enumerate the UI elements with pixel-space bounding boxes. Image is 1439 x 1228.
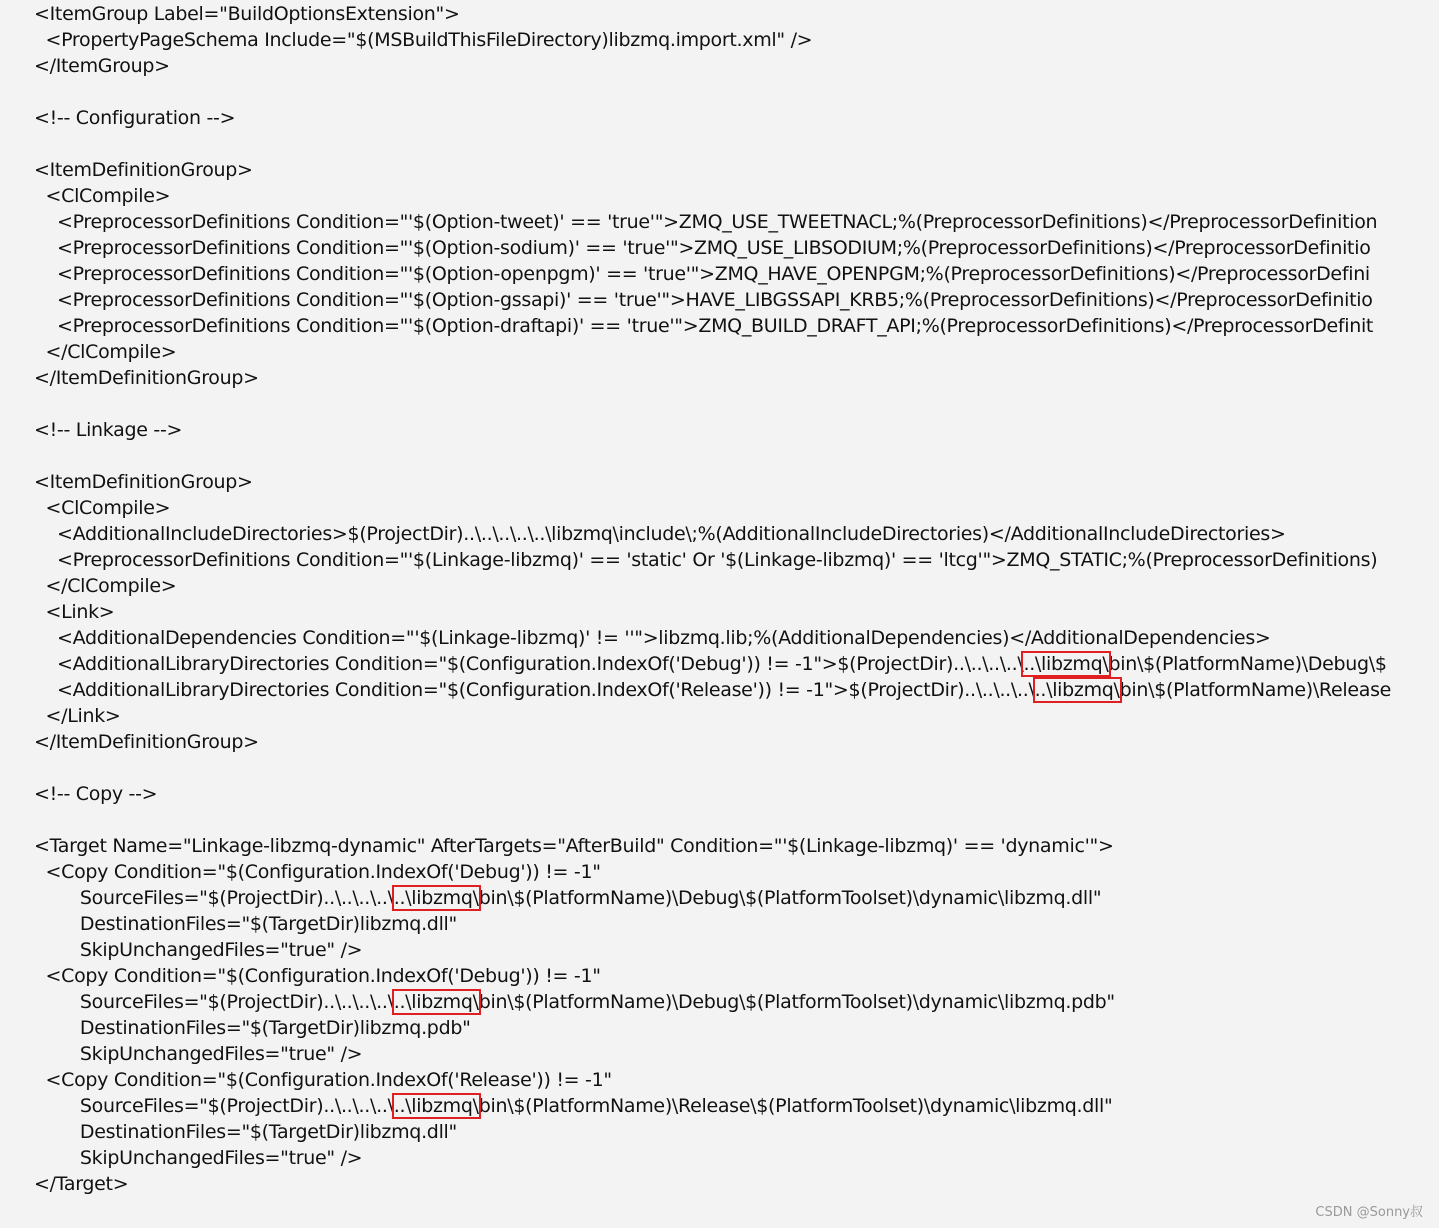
code-text: <Copy Condition="$(Configuration.IndexOf('Release')) != -1" (34, 1069, 612, 1091)
code-line (34, 1041, 362, 1067)
code-text: </ClCompile> (34, 575, 177, 597)
code-text: <ClCompile> (34, 185, 171, 207)
code-line (34, 1145, 362, 1171)
code-text: <PreprocessorDefinitions Condition="'$(Option-draftapi)' == 'true'">ZMQ_BUILD_DRAFT_API;%(PreprocessorDefinitions)</PreprocessorDefinit (34, 315, 1374, 337)
code-text: <!-- Linkage --> (34, 419, 183, 441)
code-text: <PreprocessorDefinitions Condition="'$(Option-tweet)' == 'true'">ZMQ_USE_TWEETNACL;%(PreprocessorDefinitions)</PreprocessorDefinition (34, 211, 1378, 233)
code-text: </Target> (34, 1173, 129, 1195)
code-text: SourceFiles="$(ProjectDir)..\..\..\..\ (34, 1095, 394, 1117)
code-text: <Link> (34, 601, 115, 623)
code-text: DestinationFiles="$(TargetDir)libzmq.pdb" (34, 1017, 471, 1039)
code-text: </ItemDefinitionGroup> (34, 731, 259, 753)
code-text: bin\$(PlatformName)\Debug\$ (1108, 653, 1387, 675)
code-text: <PropertyPageSchema Include="$(MSBuildThisFileDirectory)libzmq.import.xml" /> (34, 29, 813, 51)
code-text: <Target Name="Linkage-libzmq-dynamic" AfterTargets="AfterBuild" Condition="'$(Linkage-libzmq)' == 'dynamic'"> (34, 835, 1114, 857)
code-line (34, 703, 121, 729)
code-text: <PreprocessorDefinitions Condition="'$(Option-gssapi)' == 'true'">HAVE_LIBGSSAPI_KRB5;%(PreprocessorDefinitions)</PreprocessorDefinitio (34, 289, 1373, 311)
code-text: SourceFiles="$(ProjectDir)..\..\..\..\ (34, 991, 394, 1013)
code-text: SkipUnchangedFiles="true" /> (34, 1043, 363, 1065)
code-text: DestinationFiles="$(TargetDir)libzmq.dll" (34, 1121, 457, 1143)
code-line (34, 989, 1115, 1015)
code-line (34, 261, 1370, 287)
code-text: </Link> (34, 705, 121, 727)
code-line (34, 339, 176, 365)
code-line (34, 157, 253, 183)
code-text: <PreprocessorDefinitions Condition="'$(Linkage-libzmq)' == 'static' Or '$(Linkage-libzmq)' == 'ltcg'">ZMQ_STATIC;%(PreprocessorDefinitions) (34, 549, 1378, 571)
code-text: <PreprocessorDefinitions Condition="'$(Option-sodium)' == 'true'">ZMQ_USE_LIBSODIUM;%(PreprocessorDefinitions)</PreprocessorDefinitio (34, 237, 1371, 259)
code-line (34, 1015, 471, 1041)
code-line (34, 1067, 612, 1093)
code-text: SkipUnchangedFiles="true" /> (34, 939, 363, 961)
highlighted-path-segment: ..\libzmq\ (393, 887, 479, 909)
code-line (34, 313, 1373, 339)
code-line (34, 1171, 128, 1197)
code-line (34, 365, 259, 391)
code-line (34, 417, 182, 443)
code-text: <!-- Configuration --> (34, 107, 236, 129)
highlighted-path-segment: ..\libzmq\ (393, 1095, 479, 1117)
code-line (34, 105, 235, 131)
code-text: SourceFiles="$(ProjectDir)..\..\..\..\ (34, 887, 394, 909)
code-text: bin\$(PlatformName)\Debug\$(PlatformToolset)\dynamic\libzmq.pdb" (478, 991, 1115, 1013)
code-line (34, 885, 1101, 911)
code-text: </ItemGroup> (34, 55, 170, 77)
code-line (34, 495, 170, 521)
code-text: DestinationFiles="$(TargetDir)libzmq.dll" (34, 913, 457, 935)
code-text: <Copy Condition="$(Configuration.IndexOf('Debug')) != -1" (34, 965, 601, 987)
code-text: <AdditionalIncludeDirectories>$(ProjectDir)..\..\..\..\..\libzmq\include\;%(AdditionalIncludeDirectories)</AdditionalIncludeDirectories> (34, 523, 1286, 545)
code-line (34, 183, 170, 209)
code-text: <Copy Condition="$(Configuration.IndexOf('Debug')) != -1" (34, 861, 601, 883)
code-line (34, 599, 114, 625)
code-line (34, 937, 362, 963)
code-text: <ClCompile> (34, 497, 171, 519)
code-line (34, 287, 1373, 313)
code-text: bin\$(PlatformName)\Release (1119, 679, 1392, 701)
code-text: <AdditionalLibraryDirectories Condition="$(Configuration.IndexOf('Debug')) != -1">$(ProjectDir)..\..\..\..\ (34, 653, 1024, 675)
code-text: bin\$(PlatformName)\Release\$(PlatformToolset)\dynamic\libzmq.dll" (478, 1095, 1113, 1117)
code-text: </ItemDefinitionGroup> (34, 367, 259, 389)
code-text: <PreprocessorDefinitions Condition="'$(Option-openpgm)' == 'true'">ZMQ_HAVE_OPENPGM;%(PreprocessorDefinitions)</PreprocessorDefini (34, 263, 1370, 285)
watermark: CSDN @Sonny叔 (1315, 1205, 1423, 1220)
code-text: SkipUnchangedFiles="true" /> (34, 1147, 363, 1169)
code-line (34, 625, 1271, 651)
code-line (34, 1093, 1112, 1119)
code-line (34, 677, 1391, 703)
code-line (34, 729, 259, 755)
code-text: <AdditionalLibraryDirectories Condition="$(Configuration.IndexOf('Release')) != -1">$(ProjectDir)..\..\..\..\ (34, 679, 1035, 701)
code-text: <ItemDefinitionGroup> (34, 471, 253, 493)
code-line (34, 963, 601, 989)
code-line (34, 781, 157, 807)
code-line (34, 573, 176, 599)
code-text: <AdditionalDependencies Condition="'$(Linkage-libzmq)' != ''">libzmq.lib;%(AdditionalDependencies)</AdditionalDependencies> (34, 627, 1271, 649)
code-line (34, 833, 1114, 859)
code-text: </ClCompile> (34, 341, 177, 363)
code-line (34, 859, 601, 885)
code-text: bin\$(PlatformName)\Debug\$(PlatformToolset)\dynamic\libzmq.dll" (478, 887, 1102, 909)
code-line (34, 235, 1371, 261)
highlighted-path-segment: ..\libzmq\ (393, 991, 479, 1013)
code-line (34, 469, 253, 495)
code-text: <ItemGroup Label="BuildOptionsExtension"> (34, 3, 460, 25)
code-line (34, 547, 1377, 573)
code-line (34, 651, 1387, 677)
highlighted-path-segment: ..\libzmq\ (1023, 653, 1109, 675)
code-line (34, 1, 460, 27)
code-line (34, 911, 457, 937)
code-line (34, 27, 812, 53)
code-text: <!-- Copy --> (34, 783, 158, 805)
code-line (34, 209, 1377, 235)
code-line (34, 521, 1286, 547)
code-line (34, 53, 170, 79)
code-line (34, 1119, 457, 1145)
highlighted-path-segment: ..\libzmq\ (1034, 679, 1120, 701)
code-text: <ItemDefinitionGroup> (34, 159, 253, 181)
